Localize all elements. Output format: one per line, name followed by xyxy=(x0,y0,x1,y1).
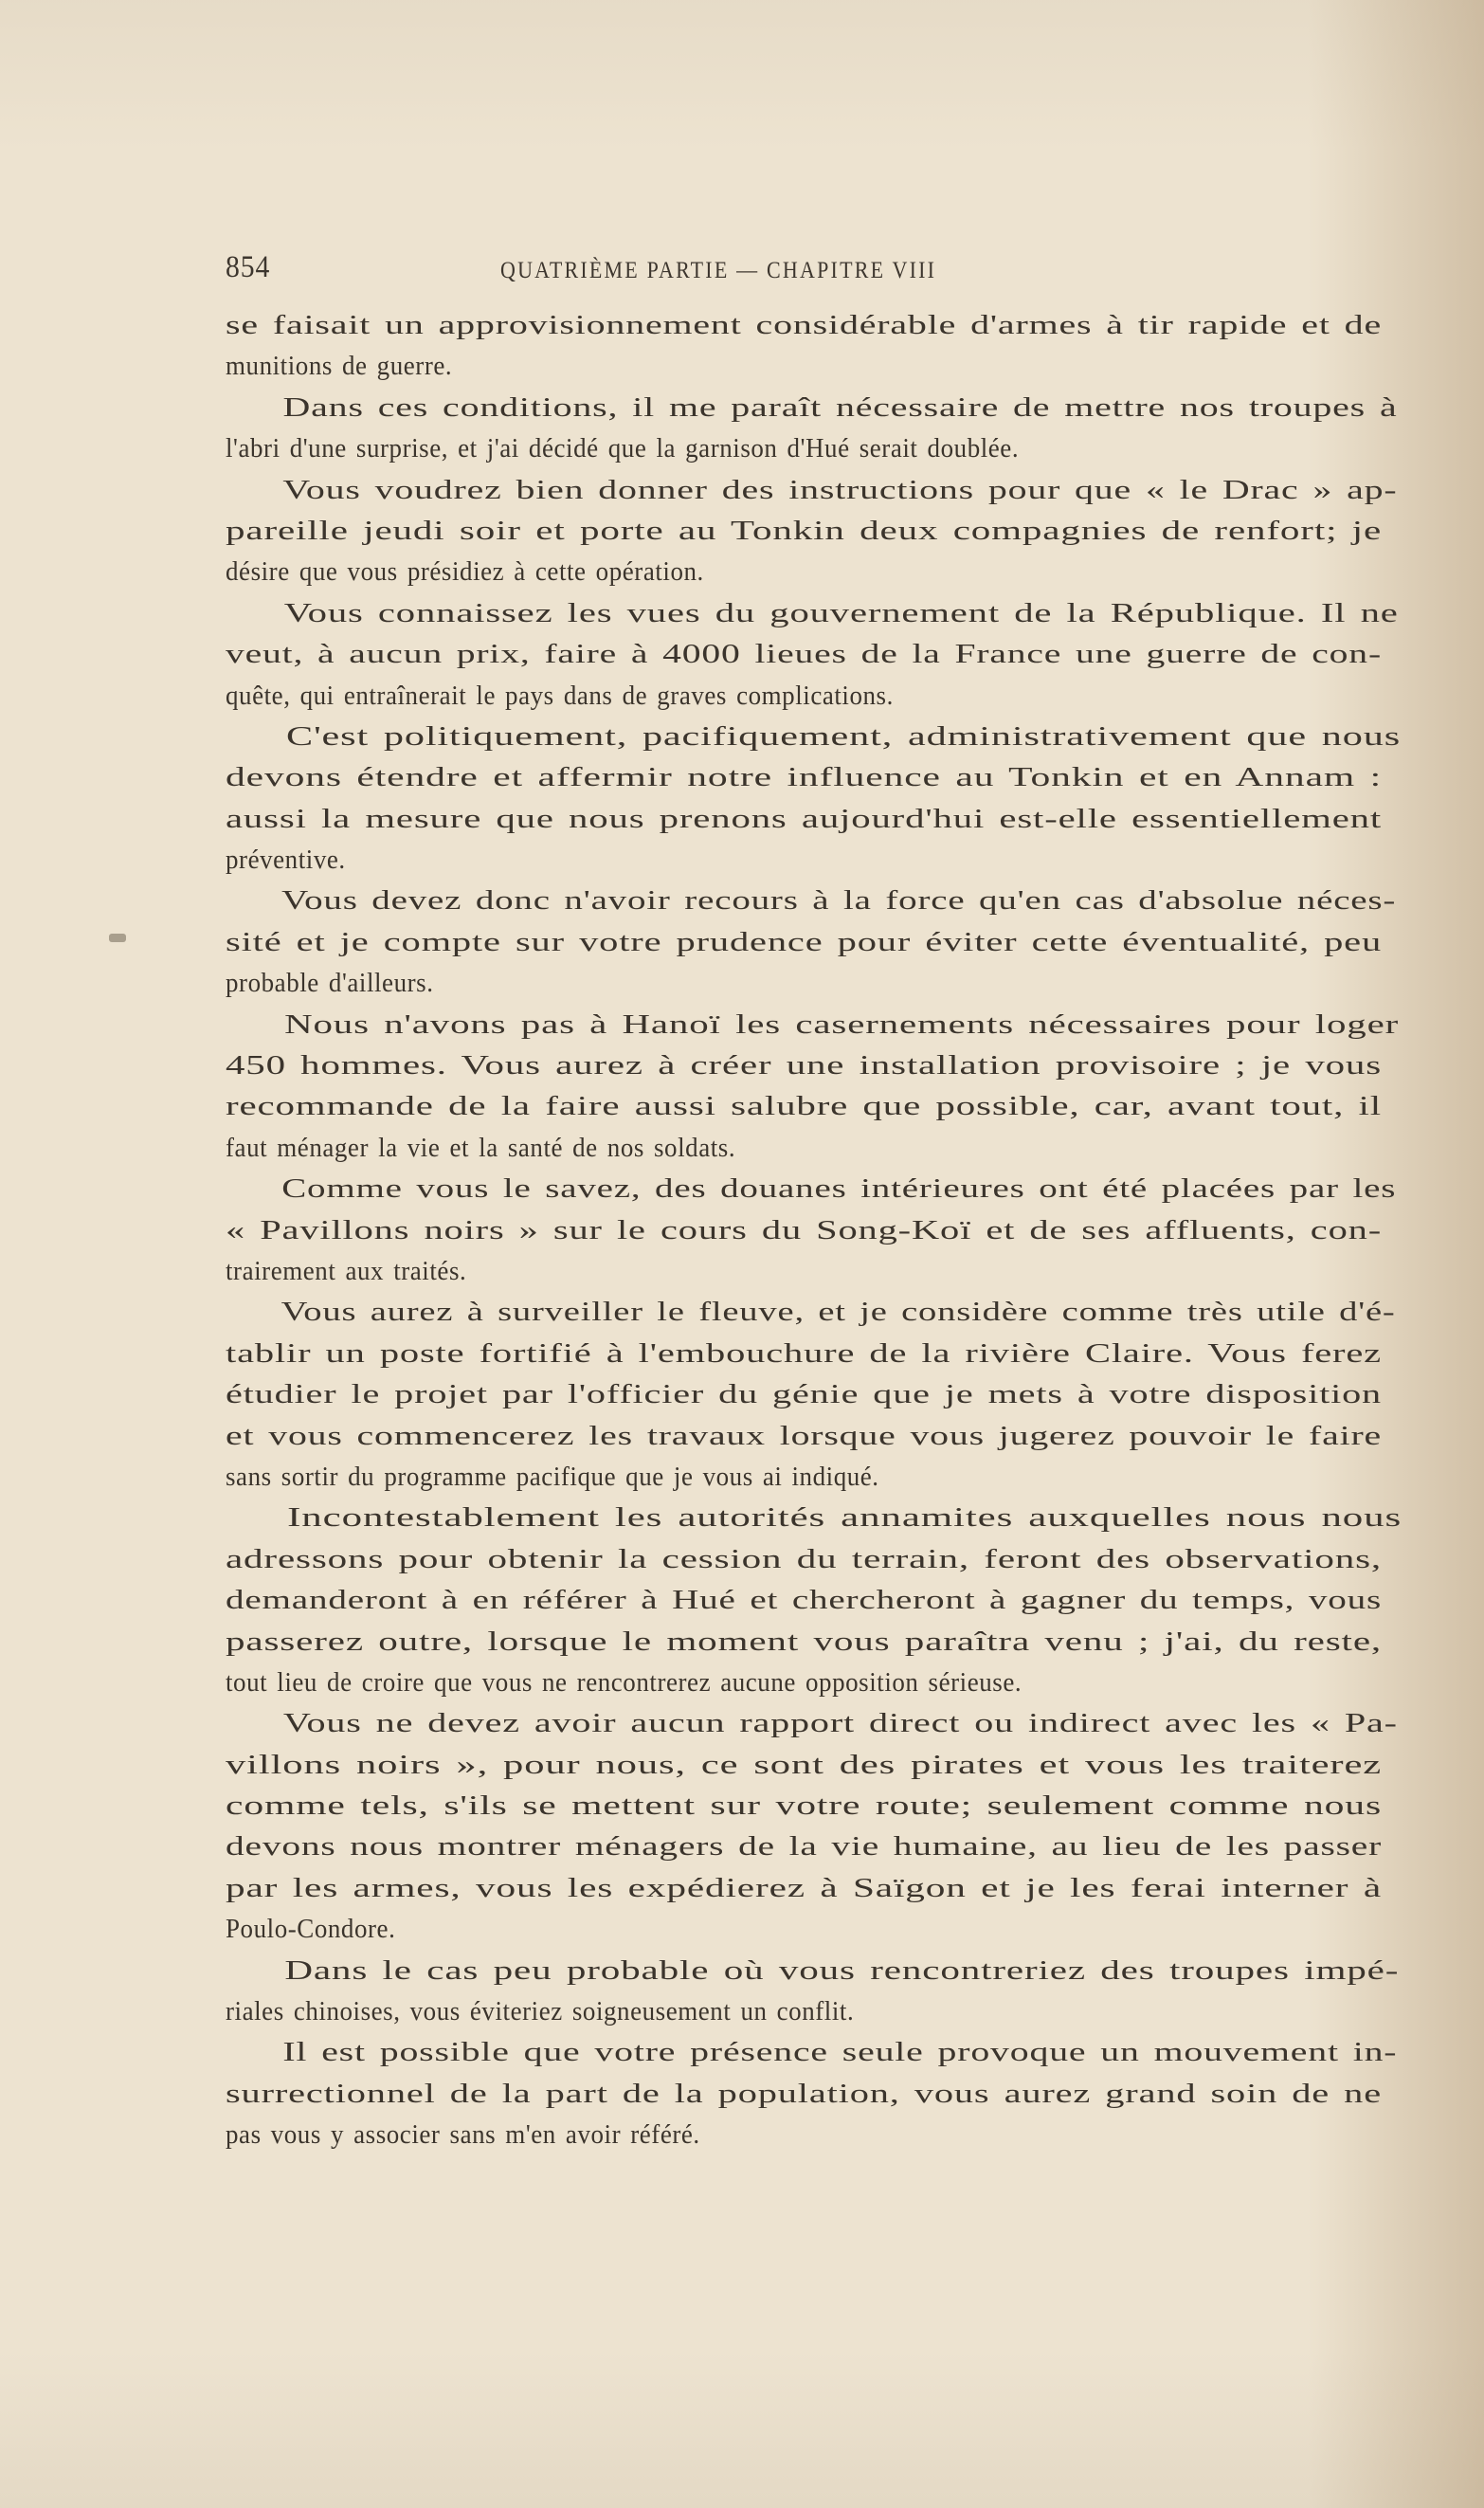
paragraph xyxy=(226,305,1382,388)
text-line: sans sortir du programme pacifique que je vous ai indiqué. xyxy=(226,1461,879,1492)
text-line: Il est possible que votre présence seule provoque un mouvement in- xyxy=(282,2037,1398,2068)
running-title: QUATRIÈME PARTIE — CHAPITRE VIII xyxy=(500,258,937,283)
text-line: villons noirs », pour nous, ce sont des pirates et vous les traiterez xyxy=(226,1749,1383,1780)
text-line: 450 hommes. Vous aurez à créer une installation provisoire ; je vous xyxy=(226,1050,1382,1081)
text-line: sité et je compte sur votre prudence pour éviter cette éventualité, peu xyxy=(226,926,1383,957)
text-line: désire que vous présidiez à cette opération. xyxy=(226,556,704,588)
text-line: « Pavillons noirs » sur le cours du Song-Koï et de ses affluents, con- xyxy=(226,1214,1383,1245)
paragraph xyxy=(226,470,1398,593)
text-line: Nous n'avons pas à Hanoï les casernements nécessaires pour loger xyxy=(284,1009,1400,1040)
text-line: riales chinoises, vous éviteriez soigneusement un conflit. xyxy=(226,1996,855,2027)
text-line: Poulo-Condore. xyxy=(226,1914,396,1945)
text-line: pas vous y associer sans m'en avoir référé. xyxy=(226,2119,700,2151)
text-line: étudier le projet par l'officier du génie que je mets à votre disposition xyxy=(226,1379,1382,1410)
text-line: Incontestablement les autorités annamites auxquelles nous nous xyxy=(287,1502,1403,1534)
paragraph xyxy=(226,881,1397,1004)
text-line: Vous connaissez les vues du gouvernement de la République. Il ne xyxy=(283,597,1399,628)
paragraph xyxy=(226,1498,1403,1703)
text-line: recommande de la faire aussi salubre que possible, car, avant tout, il xyxy=(226,1091,1382,1122)
text-line: Dans ces conditions, il me paraît nécessaire de mettre nos troupes à xyxy=(282,391,1398,423)
paragraph xyxy=(226,593,1399,717)
text-line: devons étendre et affermir notre influence au Tonkin et en Annam : xyxy=(226,762,1383,793)
text-line: passerez outre, lorsque le moment vous paraîtra venu ; j'ai, du reste, xyxy=(226,1626,1383,1657)
paragraph xyxy=(226,1169,1397,1292)
paragraph xyxy=(226,1292,1396,1498)
text-line: devons nous montrer ménagers de la vie humaine, au lieu de les passer xyxy=(226,1831,1383,1863)
paragraph xyxy=(226,1951,1400,2033)
text-line: C'est politiquement, pacifiquement, administrativement que nous xyxy=(286,720,1402,752)
text-line: Vous ne devez avoir aucun rapport direct ou indirect avec les « Pa- xyxy=(282,1708,1398,1739)
text-line: faut ménager la vie et la santé de nos soldats. xyxy=(226,1132,736,1163)
text-line: Vous devez donc n'avoir recours à la force qu'en cas d'absolue néces- xyxy=(281,885,1397,917)
paper-blemish xyxy=(109,934,126,942)
text-line: pareille jeudi soir et porte au Tonkin deux compagnies de renfort; je xyxy=(226,515,1383,546)
text-line: comme tels, s'ils se mettent sur votre route; seulement comme nous xyxy=(226,1790,1382,1822)
text-line: surrectionnel de la part de la population, vous aurez grand soin de ne xyxy=(226,2078,1382,2109)
text-line: tablir un poste fortifié à l'embouchure de la rivière Claire. Vous ferez xyxy=(226,1337,1382,1369)
text-line: munitions de guerre. xyxy=(226,351,453,382)
text-line: et vous commencerez les travaux lorsque vous jugerez pouvoir le faire xyxy=(226,1420,1382,1451)
paragraph xyxy=(226,388,1398,470)
text-line: l'abri d'une surprise, et j'ai décidé que la garnison d'Hué serait doublée. xyxy=(226,433,1020,464)
text-line: tout lieu de croire que vous ne rencontrerez aucune opposition sérieuse. xyxy=(226,1666,1023,1698)
text-line: adressons pour obtenir la cession du terrain, feront des observations, xyxy=(226,1543,1383,1574)
text-line: Comme vous le savez, des douanes intérieures ont été placées par les xyxy=(281,1173,1397,1205)
text-line: aussi la mesure que nous prenons aujourd'hui est-elle essentiellement xyxy=(226,803,1383,834)
text-line: Vous voudrez bien donner des instructions pour que « le Drac » ap- xyxy=(282,474,1398,505)
text-line: se faisait un approvisionnement considérable d'armes à tir rapide et de xyxy=(226,310,1383,340)
paragraph xyxy=(226,1005,1400,1170)
paragraph xyxy=(226,717,1402,881)
text-line: veut, à aucun prix, faire à 4000 lieues de la France une guerre de con- xyxy=(226,639,1382,670)
paragraph xyxy=(226,2032,1398,2155)
paragraph xyxy=(226,1703,1398,1950)
book-page xyxy=(226,245,1403,2156)
text-line: Vous aurez à surveiller le fleuve, et je considère comme très utile d'é- xyxy=(281,1297,1396,1328)
text-line: probable d'ailleurs. xyxy=(226,968,434,999)
text-line: par les armes, vous les expédierez à Saïgon et je les ferai interner à xyxy=(226,1872,1382,1903)
text-line: Dans le cas peu probable où vous rencontreriez des troupes impé- xyxy=(284,1954,1400,1986)
body-text xyxy=(226,305,1403,2156)
running-head xyxy=(226,245,1382,292)
text-line: trairement aux traités. xyxy=(226,1255,467,1286)
text-line: préventive. xyxy=(226,845,346,876)
text-line: quête, qui entraînerait le pays dans de graves complications. xyxy=(226,680,894,711)
page-number: 854 xyxy=(226,250,271,284)
text-line: demanderont à en référer à Hué et chercheront à gagner du temps, vous xyxy=(226,1585,1383,1616)
